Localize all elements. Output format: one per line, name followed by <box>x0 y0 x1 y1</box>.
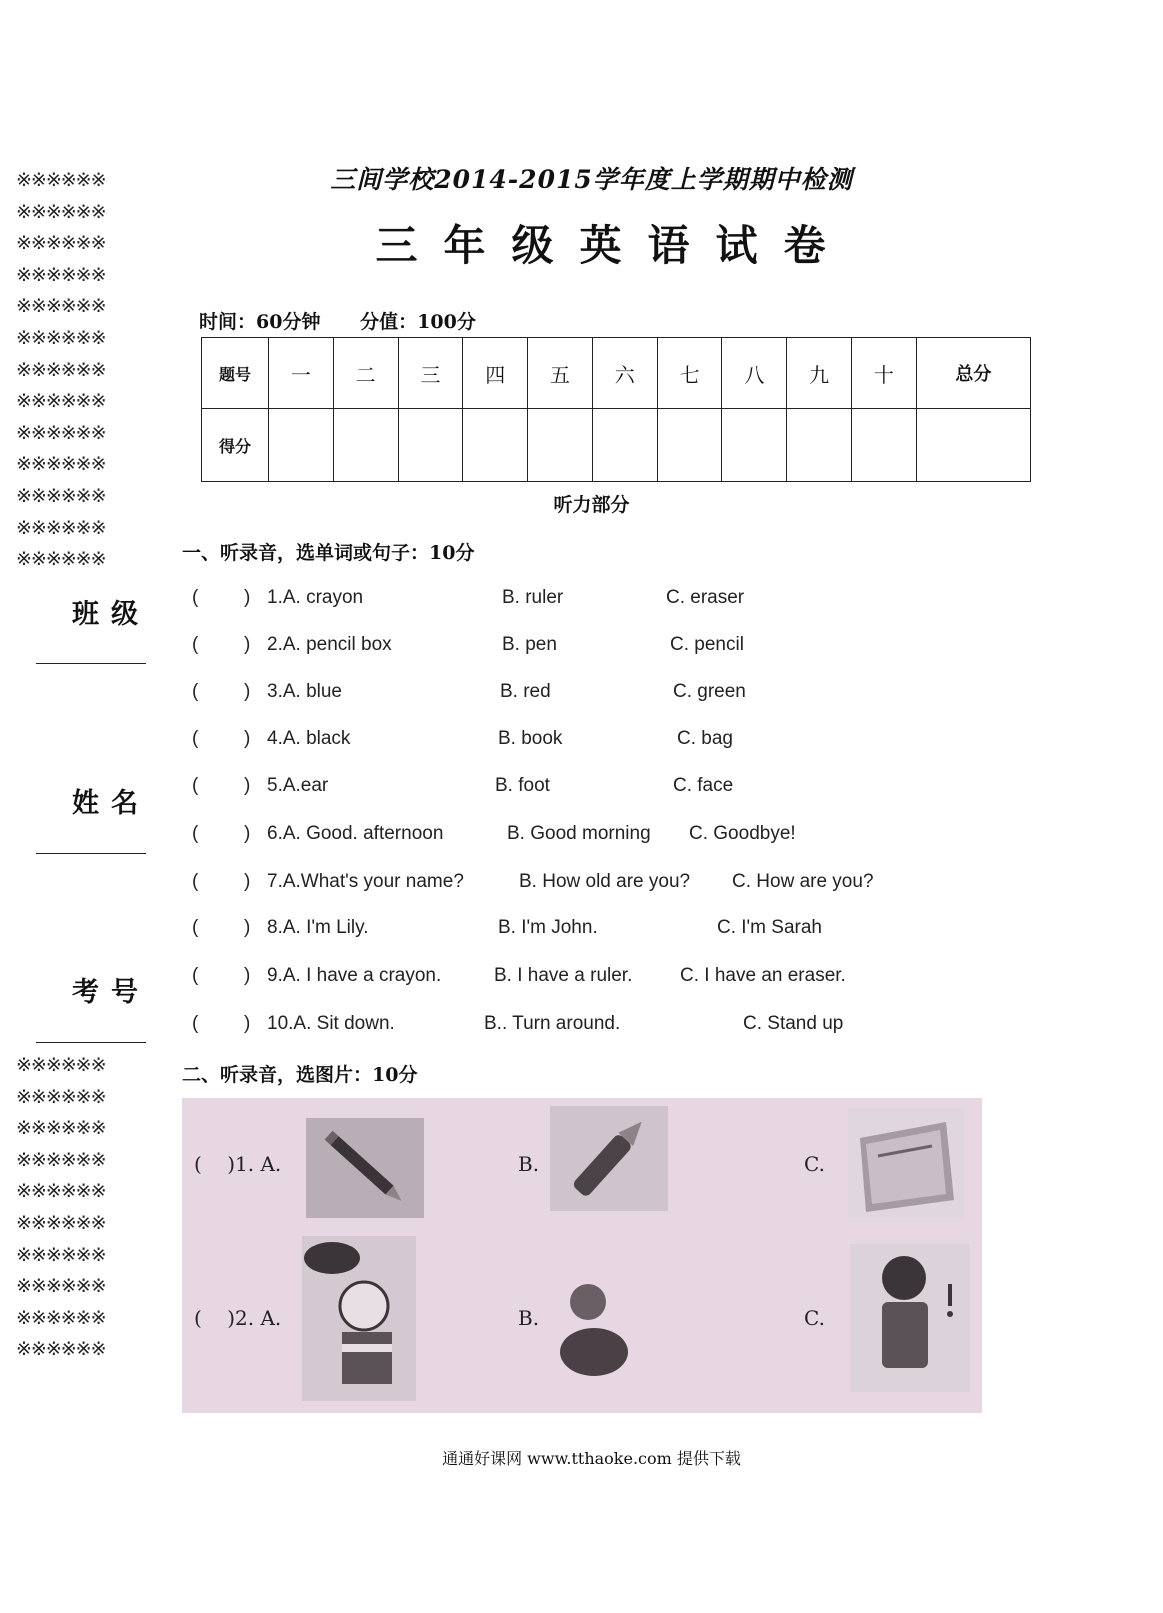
option-c: C. I have an eraser. <box>680 965 846 986</box>
star-row: ※※※※※※ <box>16 169 106 191</box>
pic-row1-b-label[interactable]: B. <box>518 1152 540 1176</box>
answer-paren-open[interactable]: ( <box>192 728 199 749</box>
school-title: 三间学校2014-2015学年度上学期期中检测 <box>330 165 853 194</box>
col-header: 四 <box>463 338 528 409</box>
col-header: 三 <box>398 338 463 409</box>
option-c: C. green <box>673 681 746 702</box>
answer-paren-close: ) <box>244 965 251 986</box>
star-row: ※※※※※※ <box>16 295 106 318</box>
exam-number-label: 考号 <box>72 977 150 1008</box>
star-row: ※※※※※※ <box>16 1054 106 1076</box>
score-cell[interactable] <box>787 409 852 482</box>
fountain-pen-icon <box>550 1106 668 1211</box>
answer-paren-close: ) <box>244 681 251 702</box>
answer-paren-close: ) <box>244 871 251 892</box>
answer-paren-open[interactable]: ( <box>192 775 199 796</box>
question-number-label: 题号 <box>202 338 269 409</box>
score-cell[interactable] <box>333 409 398 482</box>
option-a: 3.A. blue <box>267 681 342 702</box>
star-row: ※※※※※※ <box>16 358 106 381</box>
option-a: 8.A. I'm Lily. <box>267 917 369 938</box>
star-row: ※※※※※※ <box>16 1211 106 1234</box>
notebook-picture <box>848 1108 964 1218</box>
star-row: ※※※※※※ <box>16 1117 106 1140</box>
option-b: B. ruler <box>502 587 564 608</box>
time-label: 时间：60分钟 <box>199 311 321 333</box>
star-row: ※※※※※※ <box>16 263 106 286</box>
star-row: ※※※※※※ <box>16 548 106 571</box>
pic-row2-b-label[interactable]: B. <box>518 1306 540 1330</box>
answer-paren-close: ) <box>244 823 251 844</box>
score-table-score-row <box>202 409 1031 482</box>
option-a: 4.A. black <box>267 728 351 749</box>
star-row: ※※※※※※ <box>16 232 106 255</box>
class-line <box>36 663 146 664</box>
pencil-picture <box>306 1118 424 1218</box>
col-header: 六 <box>592 338 657 409</box>
star-row: ※※※※※※ <box>16 390 106 413</box>
option-b: B. book <box>498 728 563 749</box>
star-row: ※※※※※※ <box>16 421 106 444</box>
col-header: 二 <box>333 338 398 409</box>
star-row: ※※※※※※ <box>16 326 106 349</box>
option-a: 9.A. I have a crayon. <box>267 965 442 986</box>
option-a: 2.A. pencil box <box>267 634 392 655</box>
part1-title: 一、听录音，选单词或句子：10分 <box>182 542 475 564</box>
option-c: C. eraser <box>666 587 745 608</box>
answer-paren-close: ) <box>244 634 251 655</box>
answer-paren-close: ) <box>244 728 251 749</box>
option-b: B. foot <box>495 775 550 796</box>
answer-paren-close: ) <box>244 1013 251 1034</box>
answer-paren-close: ) <box>244 775 251 796</box>
star-row: ※※※※※※ <box>16 1338 106 1361</box>
answer-paren-open[interactable]: ( <box>192 681 199 702</box>
score-cell[interactable] <box>269 409 334 482</box>
star-row: ※※※※※※ <box>16 1306 106 1329</box>
option-b: B. How old are you? <box>519 871 691 892</box>
option-b: B. I'm John. <box>498 917 598 938</box>
name-label: 姓名 <box>72 788 150 819</box>
pic-row1-a-label[interactable]: ( )1. A. <box>194 1152 282 1176</box>
exam-meta <box>199 307 476 334</box>
standing-boy-picture <box>850 1244 970 1392</box>
pencil-icon <box>306 1118 424 1218</box>
option-a: 5.A.ear <box>267 775 329 796</box>
score-cell[interactable] <box>398 409 463 482</box>
pen-picture <box>550 1106 668 1211</box>
pic-row2-a-label[interactable]: ( )2. A. <box>194 1306 282 1330</box>
exam-number-line <box>36 1042 146 1043</box>
option-c: C. Goodbye! <box>689 823 796 844</box>
answer-paren-open[interactable]: ( <box>192 917 199 938</box>
option-c: C. Stand up <box>743 1013 844 1034</box>
picture-panel <box>182 1098 982 1413</box>
part2-title: 二、听录音，选图片：10分 <box>182 1064 418 1086</box>
star-row: ※※※※※※ <box>16 1148 106 1171</box>
option-b: B. red <box>500 681 551 702</box>
col-header: 五 <box>528 338 593 409</box>
star-row: ※※※※※※ <box>16 1180 106 1203</box>
star-row: ※※※※※※ <box>16 484 106 507</box>
col-header: 十 <box>852 338 917 409</box>
girl-icon <box>554 1268 644 1388</box>
exam-title: 三年级英语试卷 <box>375 221 852 270</box>
score-cell[interactable] <box>463 409 528 482</box>
col-header: 一 <box>269 338 334 409</box>
score-cell[interactable] <box>657 409 722 482</box>
name-line <box>36 853 146 854</box>
option-c: C. pencil <box>670 634 744 655</box>
option-b: B. I have a ruler. <box>494 965 633 986</box>
answer-paren-open[interactable]: ( <box>192 965 199 986</box>
boy-icon <box>302 1236 416 1401</box>
boy-with-hat-picture <box>302 1236 416 1401</box>
score-cell[interactable] <box>916 409 1030 482</box>
option-b: B. Good morning <box>507 823 651 844</box>
col-header: 七 <box>657 338 722 409</box>
answer-paren-close: ) <box>244 917 251 938</box>
score-table <box>201 337 1031 482</box>
answer-paren-open[interactable]: ( <box>192 871 199 892</box>
answer-paren-open[interactable]: ( <box>192 823 199 844</box>
option-a: 6.A. Good. afternoon <box>267 823 444 844</box>
score-cell[interactable] <box>592 409 657 482</box>
score-cell[interactable] <box>852 409 917 482</box>
option-a: 1.A. crayon <box>267 587 364 608</box>
star-row: ※※※※※※ <box>16 516 106 539</box>
score-label: 得分 <box>202 409 269 482</box>
footer-credit: 通通好课网 www.tthaoke.com 提供下载 <box>442 1449 741 1468</box>
option-a: 7.A.What's your name? <box>267 871 464 892</box>
notebook-icon <box>848 1108 964 1218</box>
option-b: B.. Turn around. <box>484 1013 621 1034</box>
answer-paren-open[interactable]: ( <box>192 587 199 608</box>
star-row: ※※※※※※ <box>16 1085 106 1108</box>
option-c: C. bag <box>677 728 733 749</box>
sitting-girl-picture <box>554 1268 644 1388</box>
score-cell[interactable] <box>722 409 787 482</box>
col-header: 八 <box>722 338 787 409</box>
option-c: C. face <box>673 775 734 796</box>
star-row: ※※※※※※ <box>16 1243 106 1266</box>
star-row: ※※※※※※ <box>16 200 106 223</box>
sidebar-stars-bottom <box>16 1050 146 1366</box>
col-header: 九 <box>787 338 852 409</box>
answer-paren-close: ) <box>244 587 251 608</box>
star-row: ※※※※※※ <box>16 1275 106 1298</box>
option-c: C. How are you? <box>732 871 874 892</box>
class-label: 班级 <box>72 599 150 630</box>
answer-paren-open[interactable]: ( <box>192 634 199 655</box>
score-cell[interactable] <box>528 409 593 482</box>
pic-row1-c-label[interactable]: C. <box>804 1152 825 1176</box>
boy-standing-icon <box>850 1244 970 1392</box>
answer-paren-open[interactable]: ( <box>192 1013 199 1034</box>
section-title: 听力部分 <box>553 494 630 516</box>
option-a: 10.A. Sit down. <box>267 1013 395 1034</box>
score-value-label: 分值：100分 <box>360 311 476 333</box>
score-table-header-row <box>202 338 1031 409</box>
total-label: 总分 <box>916 338 1030 409</box>
pic-row2-c-label[interactable]: C. <box>804 1306 825 1330</box>
option-b: B. pen <box>502 634 557 655</box>
option-c: C. I'm Sarah <box>717 917 822 938</box>
star-row: ※※※※※※ <box>16 453 106 476</box>
